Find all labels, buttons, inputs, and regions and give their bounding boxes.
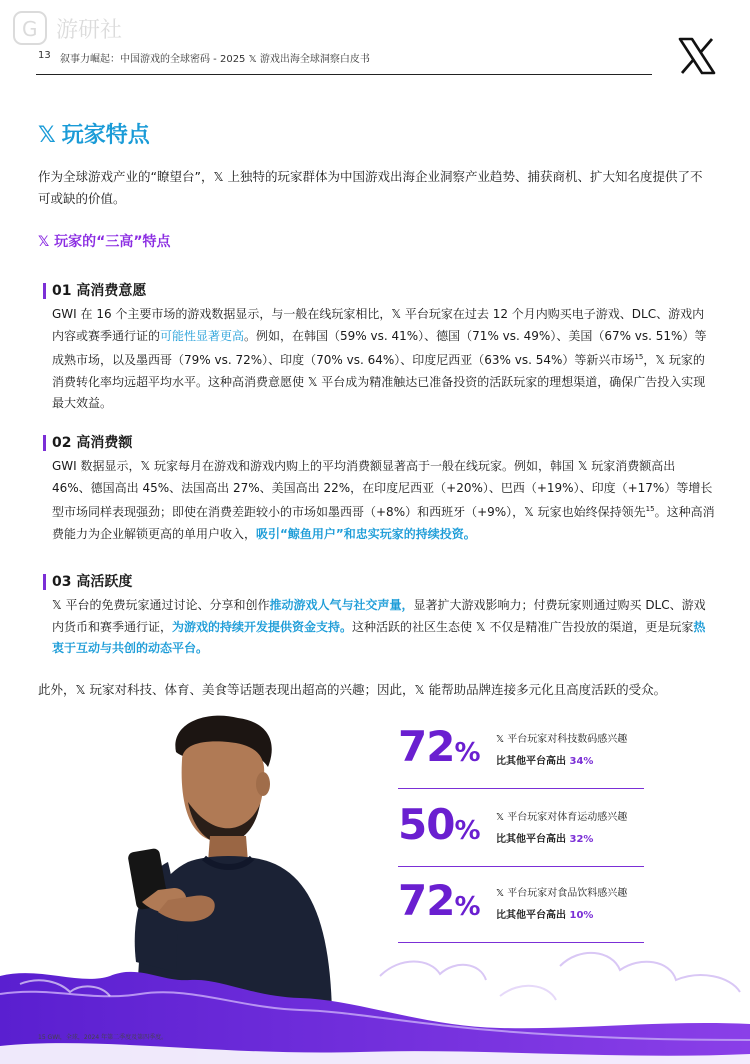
section-title [38, 118, 150, 149]
footnote-ref: 15 [634, 353, 644, 361]
block-body: 𝕏 平台的免费玩家通过讨论、分享和创作推动游戏人气与社交声量，显著扩大游戏影响力；付费玩家则通过购买 DLC、游戏内货币和赛季通行证，为游戏的持续开发提供资金支持。这种活跃的社区生态使 𝕏 不仅是精准广告投放的渠道，更是玩家热衷于互动与共创的动态平台。 [52, 598, 706, 655]
stat-tech-interest [398, 722, 644, 789]
highlight-text: 为游戏的持续开发提供资金支持。 [172, 619, 353, 634]
stat-label: 𝕏 平台玩家对科技数码感兴趣 [496, 734, 628, 745]
x-logo-icon [677, 36, 717, 76]
block-body: GWI 数据显示，𝕏 玩家每月在游戏和游戏内购上的平均消费额显著高于一般在线玩家。例如，韩国 𝕏 玩家消费额高出 46%、德国高出 45%、法国高出 27%、美国高出 22%，在印度尼西亚（+20%）、巴西（+19%）、印度（+17%）等增长型市场同样表现强劲；即使在消费差距较小的市场如墨西哥（+8%）和西班牙（+9%），𝕏 玩家也始终保持领先$^{15}$。这种高消费能力为企业解锁更高的单用户收入，吸引“鲸鱼用户”和忠实玩家的持续投资。 [52, 459, 715, 541]
stat-comparison: 比其他平台高出 34% [496, 756, 594, 767]
cloud-wave-decoration [0, 936, 750, 1064]
highlight-text: 推动游戏人气与社交声量， [269, 598, 414, 612]
footnote-ref: 15 [645, 505, 655, 513]
subsection-title: 𝕏 玩家的“三高”特点 [38, 234, 171, 250]
stat-value: 50% [398, 800, 480, 849]
footnote: 15 GWI，全球，2024 年第二季度及第四季度。 [38, 1034, 168, 1041]
stat-label: 𝕏 平台玩家对食品饮料感兴趣 [496, 888, 628, 899]
closing-paragraph: 此外，𝕏 玩家对科技、体育、美食等话题表现出超高的兴趣；因此，𝕏 能帮助品牌连接多元化且高度活跃的受众。 [38, 682, 667, 697]
stat-comparison: 比其他平台高出 32% [496, 834, 594, 845]
stat-comparison: 比其他平台高出 10% [496, 910, 594, 921]
stat-food-interest [398, 876, 644, 943]
feature-block-spend-intent [52, 280, 716, 415]
section-title-text: 玩家特点 [61, 123, 150, 148]
highlight-text: 可能性显著更高 [160, 328, 245, 343]
intro-paragraph: 作为全球游戏产业的“瞭望台”，𝕏 上独特的玩家群体为中国游戏出海企业洞察产业趋势、捕获商机、扩大知名度提供了不可或缺的价值。 [38, 169, 703, 206]
feature-block-spend-amount [52, 432, 716, 545]
block-title: 02 高消费额 [52, 435, 133, 451]
stat-label: 𝕏 平台玩家对体育运动感兴趣 [496, 812, 628, 823]
block-title: 01 高消费意愿 [52, 283, 147, 299]
highlight-text: 热衷于互动与共创的动态平台。 [52, 619, 706, 655]
watermark-text: 游研社 [56, 18, 123, 43]
block-body: GWI 在 16 个主要市场的游戏数据显示，与一般在线玩家相比，𝕏 平台玩家在过去 12 个月内购买电子游戏、DLC、游戏内内容或赛季通行证的可能性显著更高。例如，在韩国（59% vs. 41%）、德国（71% vs. 49%）、美国（67% vs. 51%）等成熟市场，以及墨西哥（79% vs. 72%）、印度（70% vs. 64%）、印度尼西亚（63% vs. 54%）等新兴市场$^{15}$，𝕏 玩家的消费转化率均远超平均水平。这种高消费意愿使 𝕏 平台成为精准触达已准备投资的活跃玩家的理想渠道，确保广告投入实现最大效益。 [52, 307, 707, 410]
accent-bar [43, 435, 46, 451]
highlight-text: 吸引“鲸鱼用户”和忠实玩家的持续投资。 [256, 526, 476, 541]
accent-bar [43, 574, 46, 590]
accent-bar [43, 283, 46, 299]
block-title: 03 高活跃度 [52, 574, 133, 590]
header-divider [36, 74, 652, 75]
feature-block-activity [52, 571, 716, 660]
document-title: 叙事力崛起：中国游戏的全球密码 - 2025 𝕏 游戏出海全球洞察白皮书 [60, 54, 370, 65]
watermark-logo [12, 8, 162, 48]
stat-value: 72% [398, 876, 480, 925]
stat-value: 72% [398, 722, 480, 771]
svg-text:G: G [22, 17, 38, 41]
x-glyph-icon: 𝕏 [38, 123, 56, 148]
stat-sports-interest [398, 800, 644, 867]
page-number: 13 [38, 50, 51, 61]
